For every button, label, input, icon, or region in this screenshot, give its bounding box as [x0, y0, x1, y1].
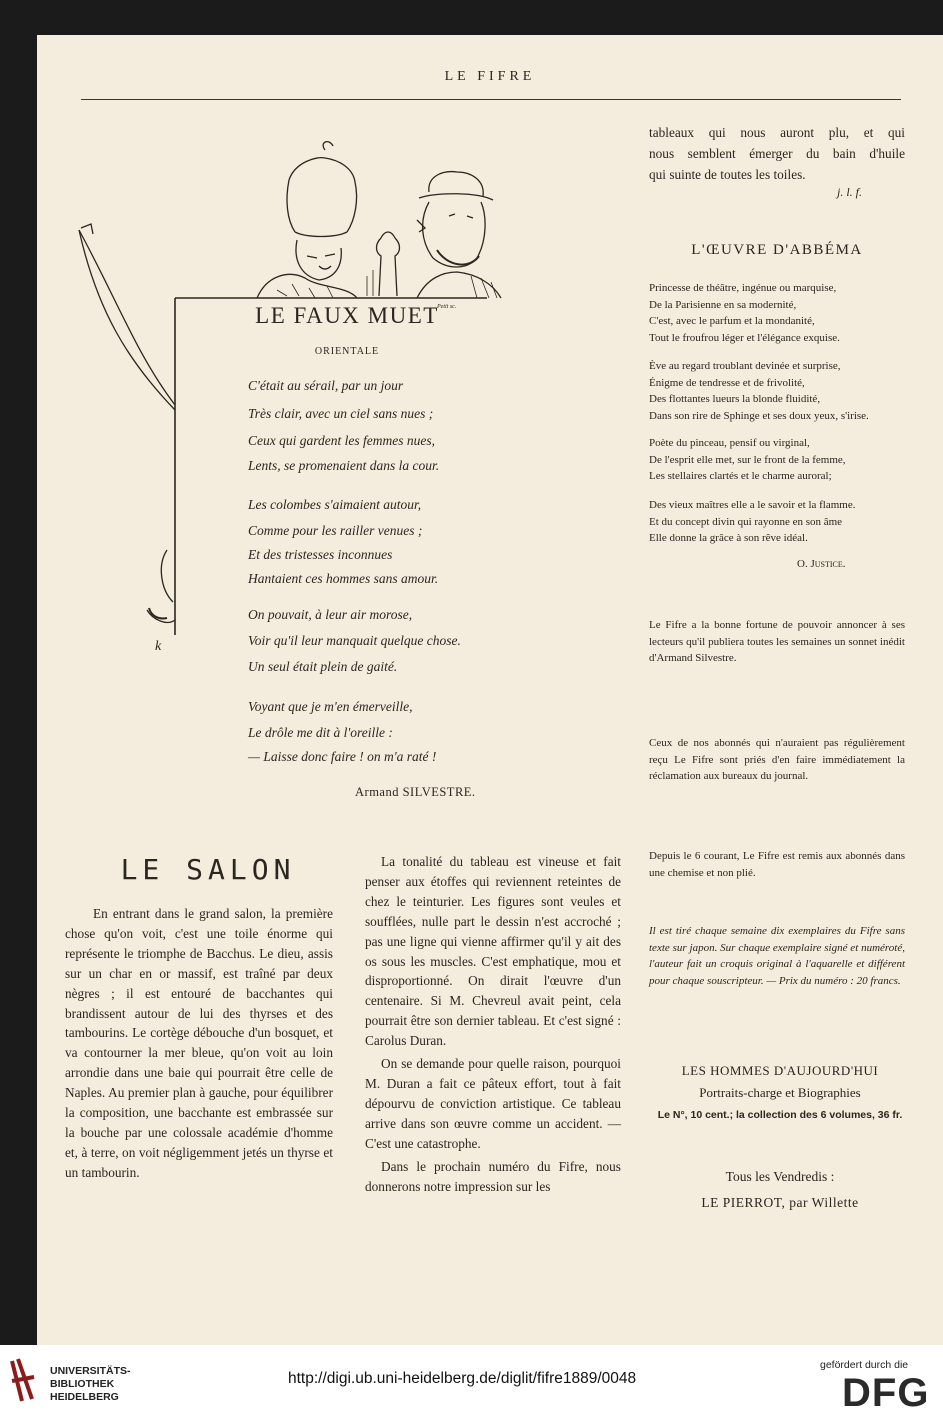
library-logo-icon [8, 1355, 38, 1407]
verse-line: Elle donne la grâce à son rêve idéal. [649, 532, 808, 544]
verse-line: Et du concept divin qui rayonne en son âme [649, 515, 843, 528]
salon-paragraph: On se demande pour quelle raison, pourquoi M. Duran a fait ce pâteux effort, tout à fait dépourvu de conviction artistique. Ce tableau arrive dans son œuvre comme un accident. — C'est une catastrophe. [365, 1056, 621, 1151]
poem-line: Et des tristesses inconnues [248, 547, 393, 562]
salon-paragraph: La tonalité du tableau est vineuse et fait penser aux étoffes qui reviennent reteintes de chez le teinturier. Les figures sont veules et soufflées, nulle part le dessin n'est accroché ; pas une ligne qui vienne affirmer qu'il y ait des os sous les muscles. C'est emphatique, mou et disproportionné. On dirait l'œuvre d'un centenaire. Si M. Chevreul avait peint, cela pourrait être son dernier tableau. Et c'est signé : Carolus Duran. [365, 854, 621, 1049]
poem-subtitle: ORIENTALE [314, 346, 380, 357]
newspaper-page [37, 35, 943, 1345]
verse-line: Ève au regard troublant devinée et surprise, [649, 360, 841, 372]
salon-title: LE SALON [120, 853, 296, 886]
notice-chemise: Depuis le 6 courant, Le Fifre est remis aux abonnés dans une chemise et non plié. [649, 850, 905, 879]
verse-line: Tout le froufrou léger et l'élégance exquise. [649, 331, 840, 344]
notice-reclamation: Ceux de nos abonnés qui n'auraient pas régulièrement reçu Le Fifre sont priés d'en faire immédiatement la réclamation aux bureaux du journal. [649, 737, 905, 782]
salon-continuation [649, 122, 905, 185]
verse-line: Poète du pinceau, pensif ou virginal, [649, 437, 810, 449]
poem-line: Très clair, avec un ciel sans nues ; [248, 406, 434, 421]
library-name-line: UNIVERSITÄTS- [50, 1365, 131, 1377]
header-rule [81, 99, 901, 100]
verse-line: Des flottantes lueurs la blonde fluidité, [649, 393, 821, 405]
salon-signature: j. l. f. [837, 185, 863, 199]
poem-line: Ceux qui gardent les femmes nues, [248, 433, 435, 448]
poem-title: LE FAUX MUET [255, 303, 439, 328]
library-name-line: BIBLIOTHEK [50, 1378, 115, 1390]
poem-line: — Laisse donc faire ! on m'a raté ! [248, 749, 437, 764]
poem-line: Hantaient ces hommes sans amour. [248, 571, 439, 586]
text-line: qui suinte de toutes les toiles. [649, 167, 806, 182]
ad-pierrot-when: Tous les Vendredis : [725, 1169, 835, 1184]
library-name [50, 1365, 131, 1404]
poem-line: Voir qu'il leur manquait quelque chose. [248, 633, 461, 648]
illustration-signature: Petit sc. [437, 304, 457, 310]
notice-exemplaires: Il est tiré chaque semaine dix exemplaires du Fifre sans texte sur japon. Sur chaque exemplaire signé et numéroté, l'auteur fait un croquis original à l'aquarelle et différent pour chaque souscripteur. — Prix du numéro : 20 francs. [649, 925, 905, 987]
library-footer [0, 1345, 943, 1420]
page-header: LE FIFRE [444, 69, 536, 84]
illustration-initial: k [155, 639, 162, 654]
ad-pierrot-title: LE PIERROT, par Willette [701, 1195, 859, 1210]
poem-line: Les colombes s'aimaient autour, [248, 497, 422, 512]
ad-hommes-title: LES HOMMES D'AUJOURD'HUI [681, 1063, 879, 1078]
funding-note: gefördert durch die [820, 1359, 909, 1371]
verse-line: Princesse de théâtre, ingénue ou marquise, [649, 282, 837, 294]
verse-line: De l'esprit elle met, sur le front de la femme, [649, 453, 846, 466]
text-line: tableaux qui nous auront plu, et qui [649, 125, 905, 140]
salon-column-2 [365, 852, 621, 1196]
verse-line: Les stellaires clartés et le charme auroral; [649, 470, 832, 482]
verse-line: C'est, avec le parfum et la mondanité, [649, 315, 815, 327]
source-url-link[interactable]: http://digi.ub.uni-heidelberg.de/diglit/fifre1889/0048 [288, 1370, 637, 1387]
abbema-stanza-3 [649, 435, 917, 485]
verse-line: Dans son rire de Sphinge et ses doux yeux, s'irise. [649, 409, 869, 422]
text-line: nous semblent émerger du bain d'huile [649, 146, 905, 161]
library-name-line: HEIDELBERG [50, 1391, 119, 1403]
salon-paragraph: Dans le prochain numéro du Fifre, nous donnerons notre impression sur les [365, 1158, 621, 1194]
poem-line: Voyant que je m'en émerveille, [248, 699, 413, 714]
verse-line: Énigme de tendresse et de frivolité, [649, 376, 805, 389]
notice-sonnet: Le Fifre a la bonne fortune de pouvoir annoncer à ses lecteurs qu'il publiera toutes les semaines un sonnet inédit d'Armand Silvestre. [649, 619, 905, 664]
abbema-author: O. Justice. [797, 558, 846, 570]
verse-line: Des vieux maîtres elle a le savoir et la flamme. [649, 499, 856, 511]
dfg-logo: DFG [842, 1371, 930, 1415]
poem-line: Lents, se promenaient dans la cour. [248, 458, 440, 473]
poem-line: Un seul était plein de gaité. [248, 659, 398, 674]
abbema-stanza-4 [649, 497, 917, 547]
ad-hommes-subtitle: Portraits-charge et Biographies [699, 1085, 861, 1100]
abbema-stanza-2 [649, 358, 917, 424]
poem-line: Comme pour les railler venues ; [248, 523, 423, 538]
poem-line: Le drôle me dit à l'oreille : [248, 725, 393, 740]
verse-line: De la Parisienne en sa modernité, [649, 298, 797, 311]
ad-hommes-price: Le N°, 10 cent.; la collection des 6 volumes, 36 fr. [657, 1109, 903, 1121]
abbema-title: L'ŒUVRE D'ABBÉMA [691, 242, 863, 258]
salon-column-1: En entrant dans le grand salon, la première chose qu'on voit, c'est une toile énorme qui représente le triomphe de Bacchus. Le dieu, assis sur un char en or massif, est traîné par deux nègres ; il est entouré de bacchantes qui brandissent autour de lui des thyrses et des tambourins. Le cortège débouche d'un bosquet, et va contourner la mer bleue, qu'on voit au loin arrondie dans une baie qui pourrait être celle de Naples. Au premier plan à gauche, pour équilibrer la composition, une bacchante est embrassée sur la bouche par une colossale académie d'homme et, à terre, on voit négligemment jetés un thyrse et un tambourin. [65, 906, 333, 1180]
poem-author: Armand SILVESTRE. [355, 785, 476, 799]
abbema-stanza-1 [649, 280, 917, 346]
poem-line: C'était au sérail, par un jour [248, 378, 404, 393]
poem-line: On pouvait, à leur air morose, [248, 607, 413, 622]
